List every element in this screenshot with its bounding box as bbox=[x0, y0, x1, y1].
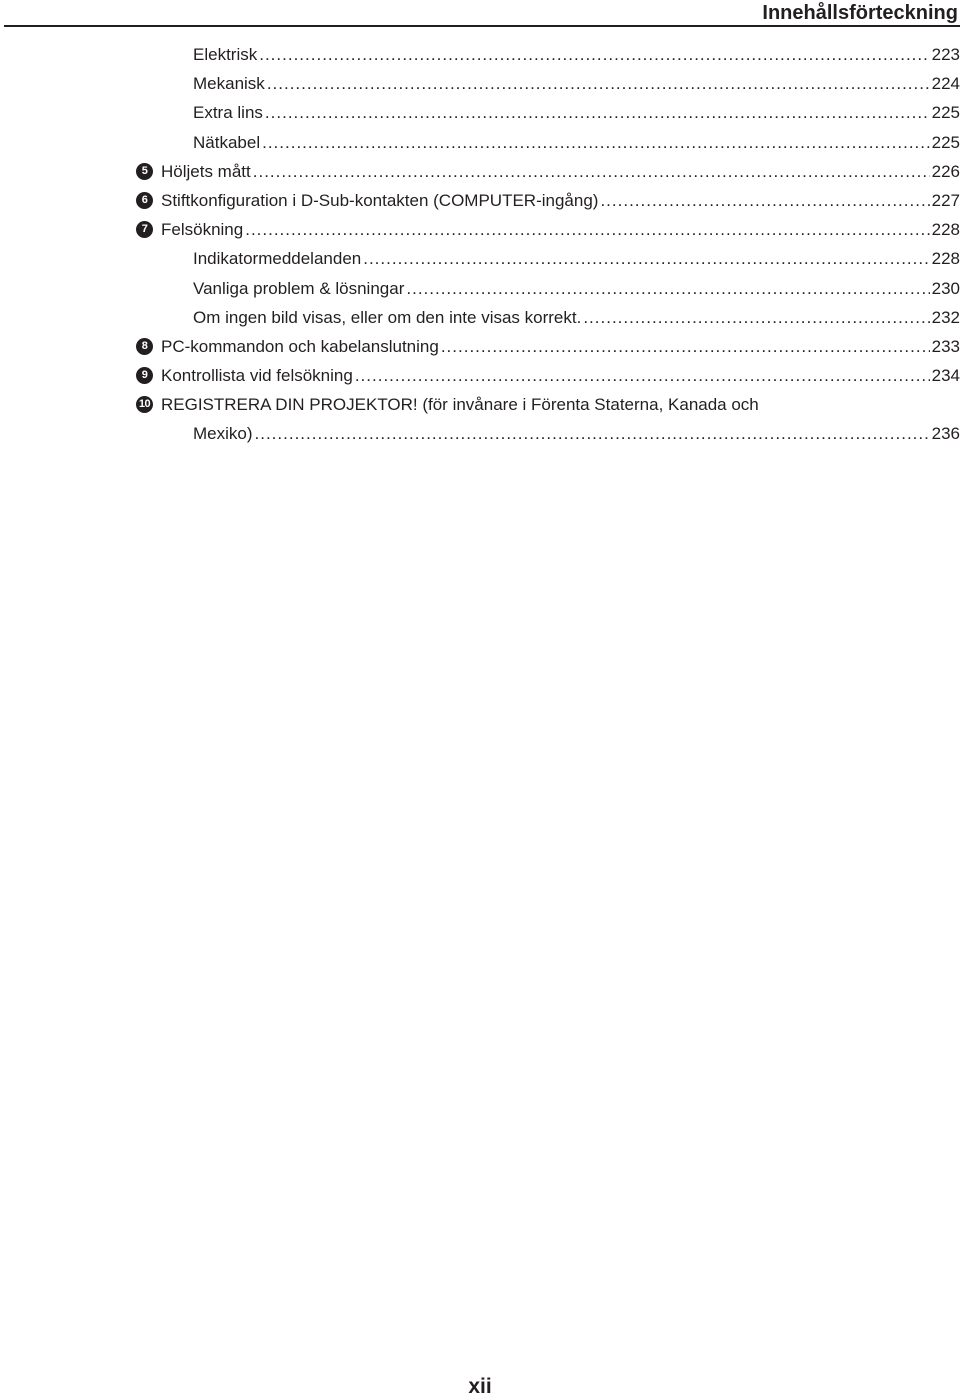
toc-entry-page: 230 bbox=[931, 278, 960, 298]
toc-entry[interactable] bbox=[0, 69, 960, 98]
toc-entry-title: Indikatormeddelanden bbox=[193, 249, 362, 269]
dot-leader bbox=[265, 98, 930, 127]
toc-entry-title: Stiftkonfiguration i D-Sub-kontakten (COMPUTER-ingång) bbox=[161, 190, 599, 210]
toc-entry-title: Vanliga problem & lösningar bbox=[193, 278, 405, 298]
toc-entry-title: Elektrisk bbox=[193, 45, 258, 64]
chapter-number-badge: 8 bbox=[136, 338, 153, 355]
chapter-number-badge: 6 bbox=[136, 192, 153, 209]
toc-entry-page: 226 bbox=[931, 161, 960, 181]
toc-entry-page: 234 bbox=[931, 366, 960, 386]
toc-entry-page: 224 bbox=[931, 74, 960, 94]
toc-entry-page: 228 bbox=[931, 249, 960, 269]
toc-entry-title: PC-kommandon och kabelanslutning bbox=[161, 336, 439, 356]
dot-leader bbox=[363, 244, 929, 273]
toc-entry-title: Mekanisk bbox=[193, 74, 265, 94]
dot-leader bbox=[253, 157, 930, 186]
dot-leader bbox=[262, 128, 930, 157]
toc-entry[interactable] bbox=[0, 303, 960, 332]
toc-entry-title: Kontrollista vid felsökning bbox=[161, 366, 353, 386]
toc-chapter-entry[interactable] bbox=[0, 186, 960, 215]
chapter-number-badge: 5 bbox=[136, 163, 153, 180]
section-title: Innehållsförteckning bbox=[762, 2, 958, 24]
dot-leader bbox=[267, 69, 930, 98]
dot-leader bbox=[583, 303, 929, 332]
dot-leader bbox=[355, 361, 930, 390]
dot-leader bbox=[441, 332, 930, 361]
chapter-number-badge: 7 bbox=[136, 221, 153, 238]
toc-entry-title: Nätkabel bbox=[193, 132, 261, 152]
toc-entry[interactable] bbox=[0, 244, 960, 273]
toc-entry[interactable] bbox=[0, 274, 960, 303]
chapter-number-badge: 10 bbox=[136, 396, 153, 413]
toc-entry-page: 223 bbox=[931, 45, 960, 64]
toc-entry-page: 236 bbox=[931, 424, 960, 444]
dot-leader bbox=[245, 215, 929, 244]
chapter-number-badge: 9 bbox=[136, 367, 153, 384]
toc-entry-page: 225 bbox=[931, 132, 960, 152]
toc-entry[interactable] bbox=[0, 40, 960, 69]
dot-leader bbox=[406, 274, 929, 303]
toc-entry[interactable] bbox=[0, 128, 960, 157]
toc-entry-title: Mexiko) bbox=[193, 424, 253, 444]
toc-entry-page: 233 bbox=[931, 336, 960, 356]
toc-chapter-entry[interactable] bbox=[0, 157, 960, 186]
toc-entry-page: 232 bbox=[931, 307, 960, 327]
toc-entry-page: 227 bbox=[931, 190, 960, 210]
toc-entry-title: Extra lins bbox=[193, 103, 263, 123]
toc-chapter-entry[interactable] bbox=[0, 361, 960, 390]
toc-entry-title: Felsökning bbox=[161, 220, 244, 240]
toc-entry-continuation[interactable] bbox=[0, 419, 960, 448]
toc-entry-title: Om ingen bild visas, eller om den inte visas korrekt. bbox=[193, 307, 582, 327]
dot-leader bbox=[259, 40, 929, 69]
page-header bbox=[0, 0, 960, 29]
toc-chapter-entry[interactable] bbox=[0, 215, 960, 244]
table-of-contents bbox=[0, 40, 960, 449]
toc-entry[interactable] bbox=[0, 98, 960, 127]
header-divider bbox=[4, 25, 960, 27]
toc-entry-title: Höljets mått bbox=[161, 161, 251, 181]
dot-leader bbox=[600, 186, 929, 215]
toc-chapter-entry[interactable] bbox=[0, 390, 960, 419]
page-number: xii bbox=[468, 1375, 492, 1398]
toc-chapter-entry[interactable] bbox=[0, 332, 960, 361]
toc-entry-page: 228 bbox=[931, 220, 960, 240]
toc-entry-page: 225 bbox=[931, 103, 960, 123]
toc-entry-title: REGISTRERA DIN PROJEKTOR! (för invånare i Förenta Staterna, Kanada och bbox=[161, 395, 759, 415]
dot-leader bbox=[255, 419, 930, 448]
